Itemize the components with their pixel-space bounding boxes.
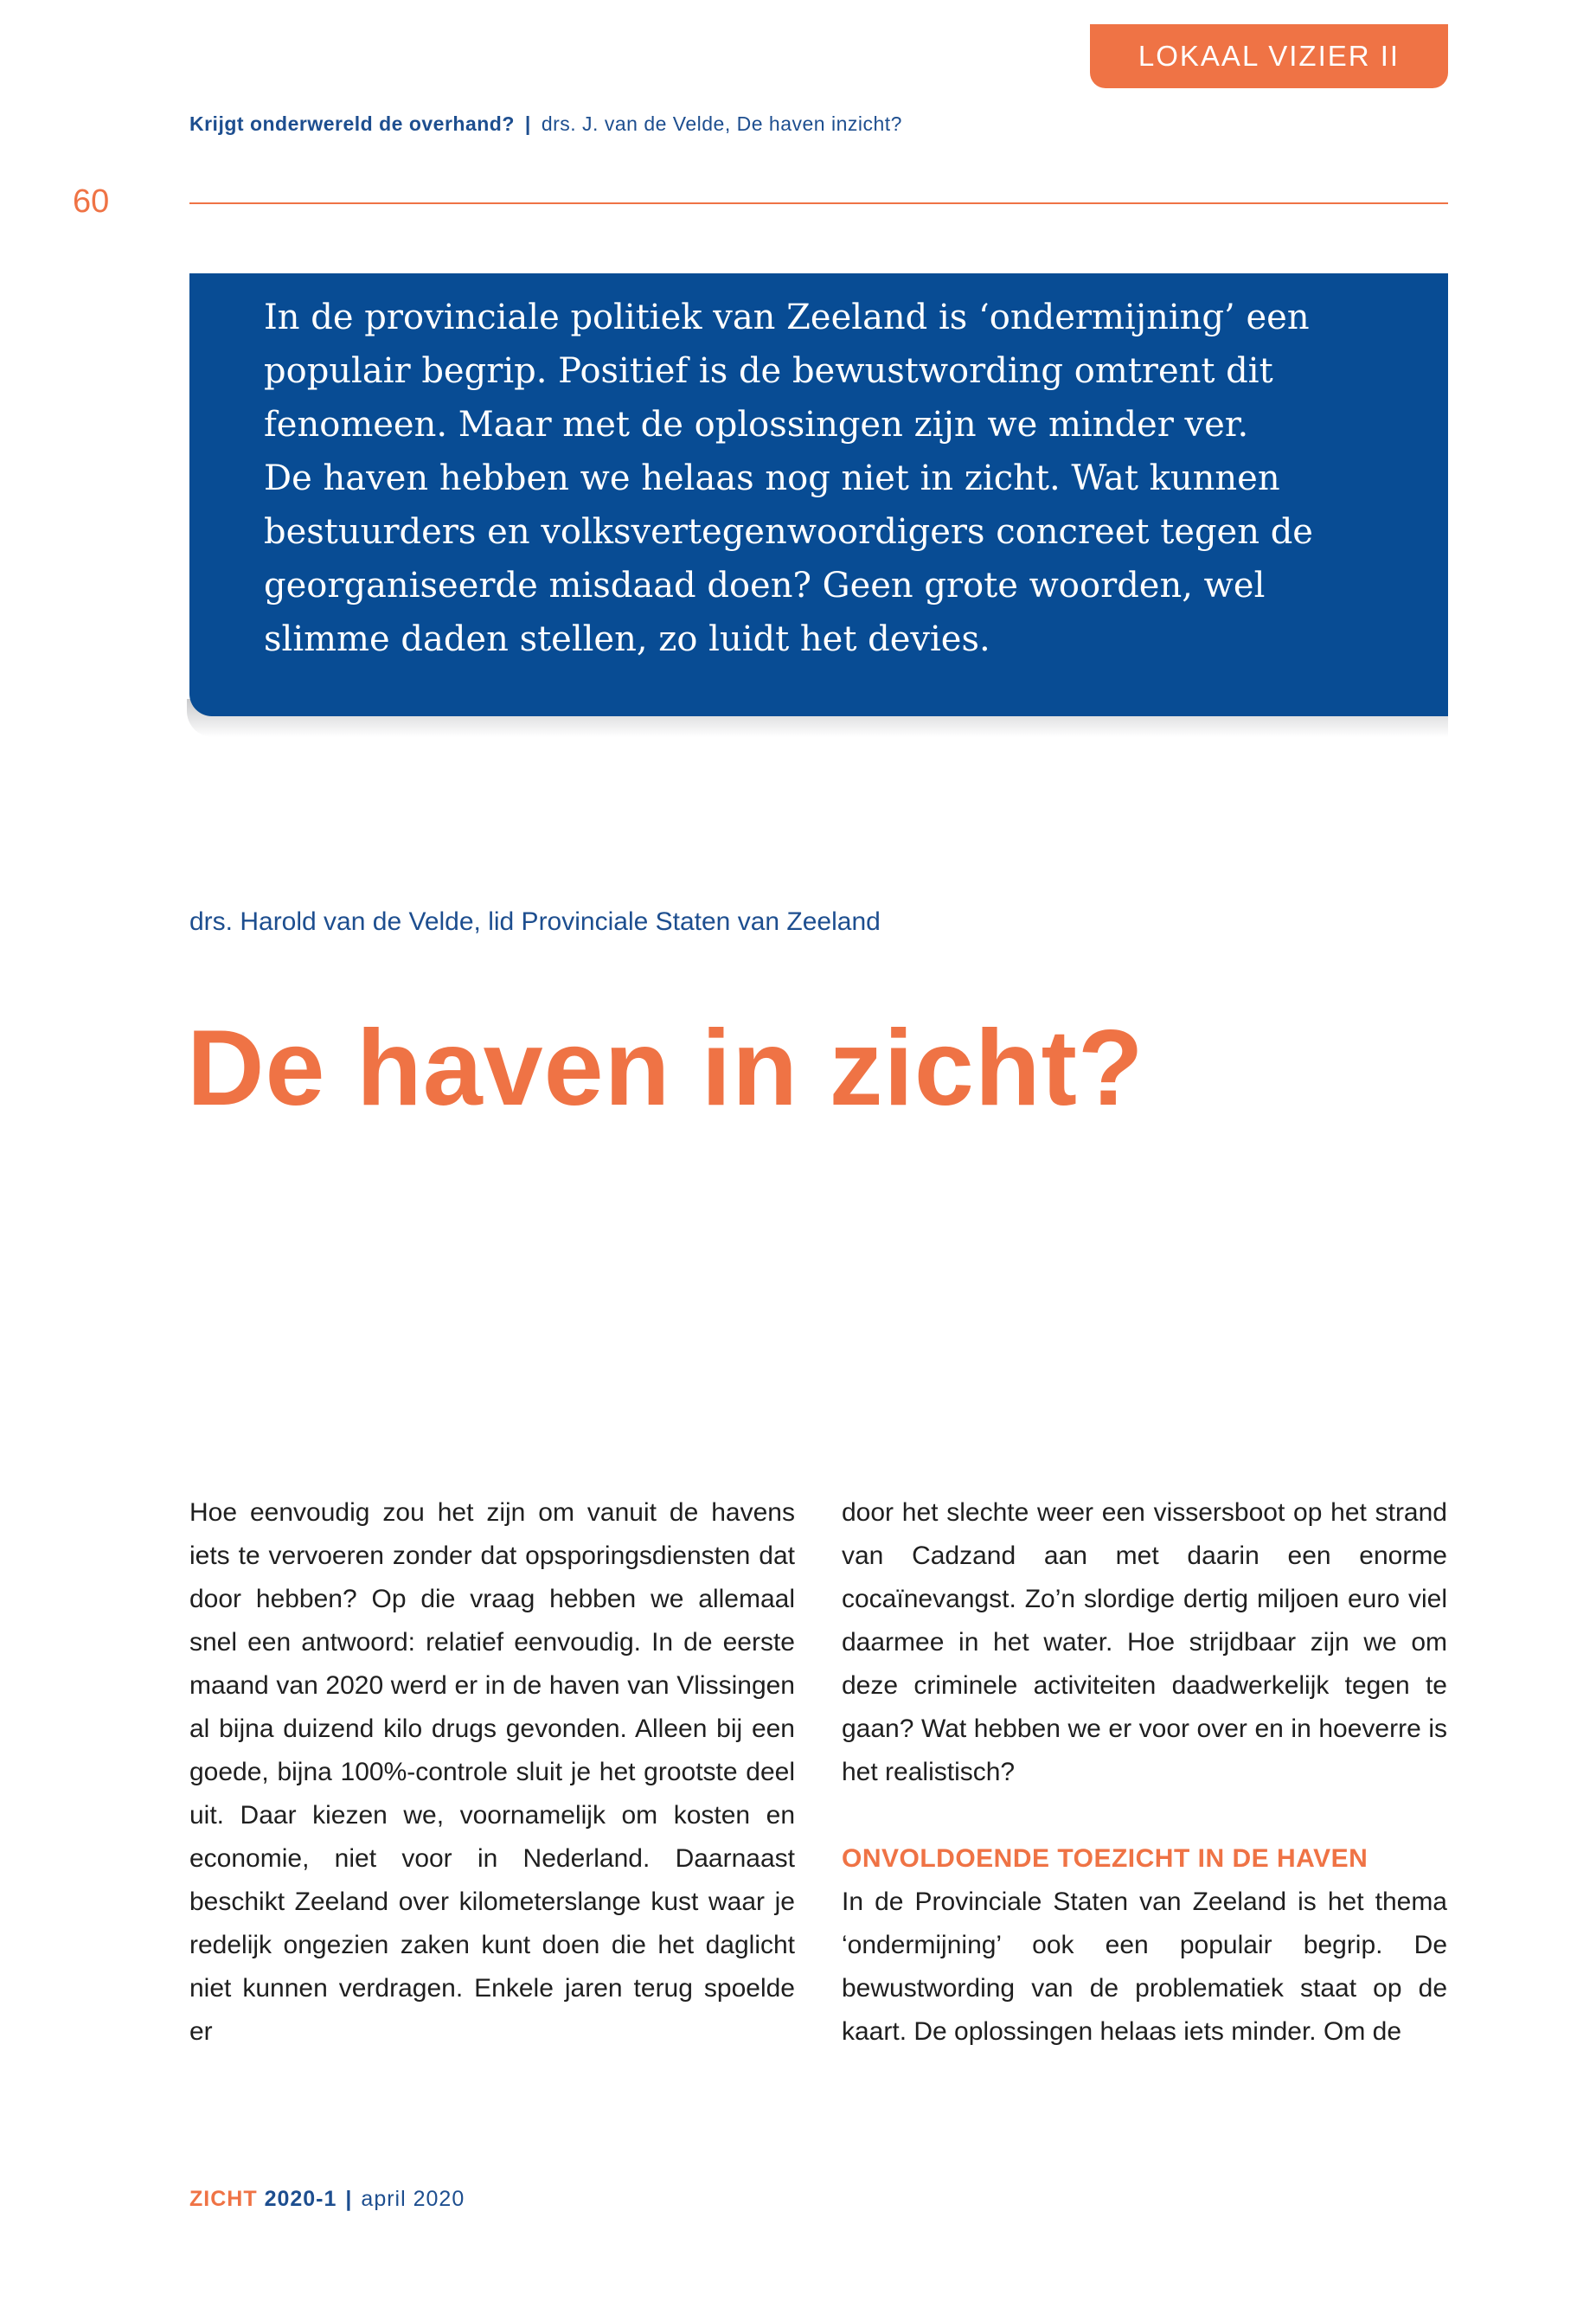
paragraph: In de Provinciale Staten van Zeeland is het thema ‘ondermijning’ ook een populair begrip. De bewustwording van de problematiek staat op de kaart. De oplossingen helaas iets minder. Om de — [842, 1888, 1447, 2046]
footer — [189, 2187, 465, 2212]
author-byline: drs. Harold van de Velde, lid Provinciale Staten van Zeeland — [189, 907, 881, 936]
section-tab — [1090, 24, 1448, 88]
intro-box — [189, 273, 1448, 716]
footer-separator: | — [345, 2187, 353, 2211]
running-header — [189, 112, 902, 136]
running-header-subtitle: drs. J. van de Velde, De haven inzicht? — [541, 112, 902, 135]
section-tab-label: LOKAAL VIZIER II — [1138, 40, 1401, 72]
section-heading: ONVOLDOENDE TOEZICHT IN DE HAVEN — [842, 1844, 1368, 1873]
page-number: 60 — [73, 183, 110, 220]
article-column-left — [189, 1491, 795, 2054]
footer-brand: ZICHT — [189, 2187, 258, 2211]
running-header-title: Krijgt onderwereld de overhand? — [189, 112, 515, 135]
footer-issue: 2020-1 — [264, 2187, 337, 2211]
intro-text: In de provinciale politiek van Zeeland is ‘ondermijning’ een populair begrip. Positief is de bewustwording omtrent dit fenomeen. Maar met de oplossingen zijn we minder ver. De haven hebben we helaas nog niet in zicht. Wat kunnen bestuurders en volksvertegenwoordigers concreet tegen de georganiseerde misdaad doen? Geen grote woorden, wel slimme daden stellen, zo luidt het devies. — [264, 298, 1313, 659]
article-title: De haven in zicht? — [187, 1009, 1144, 1128]
footer-date: april 2020 — [361, 2187, 465, 2211]
running-header-separator: | — [524, 112, 531, 135]
header-rule — [189, 202, 1448, 204]
article-column-right — [842, 1491, 1447, 2054]
paragraph: door het slechte weer een vissersboot op het strand van Cadzand aan met daarin een enorme cocaïnevangst. Zo’n slordige dertig miljoen euro viel daarmee in het water. Hoe strijdbaar zijn we om deze criminele activiteiten daadwerkelijk tegen te gaan? Wat hebben we er voor over en in hoeverre is het realistisch? — [842, 1498, 1447, 1786]
paragraph: Hoe eenvoudig zou het zijn om vanuit de havens iets te vervoeren zonder dat opsporingsdiensten dat door hebben? Op die vraag hebben we allemaal snel een antwoord: relatief eenvoudig. In de eerste maand van 2020 werd er in de haven van Vlissingen al bijna duizend kilo drugs gevonden. Alleen bij een goede, bijna 100%-controle sluit je het grootste deel uit. Daar kiezen we, voornamelijk om kosten en economie, niet voor in Nederland. Daarnaast beschikt Zeeland over kilometerslange kust waar je redelijk ongezien zaken kunt doen die het daglicht niet kunnen verdragen. Enkele jaren terug spoelde er — [189, 1498, 795, 2046]
